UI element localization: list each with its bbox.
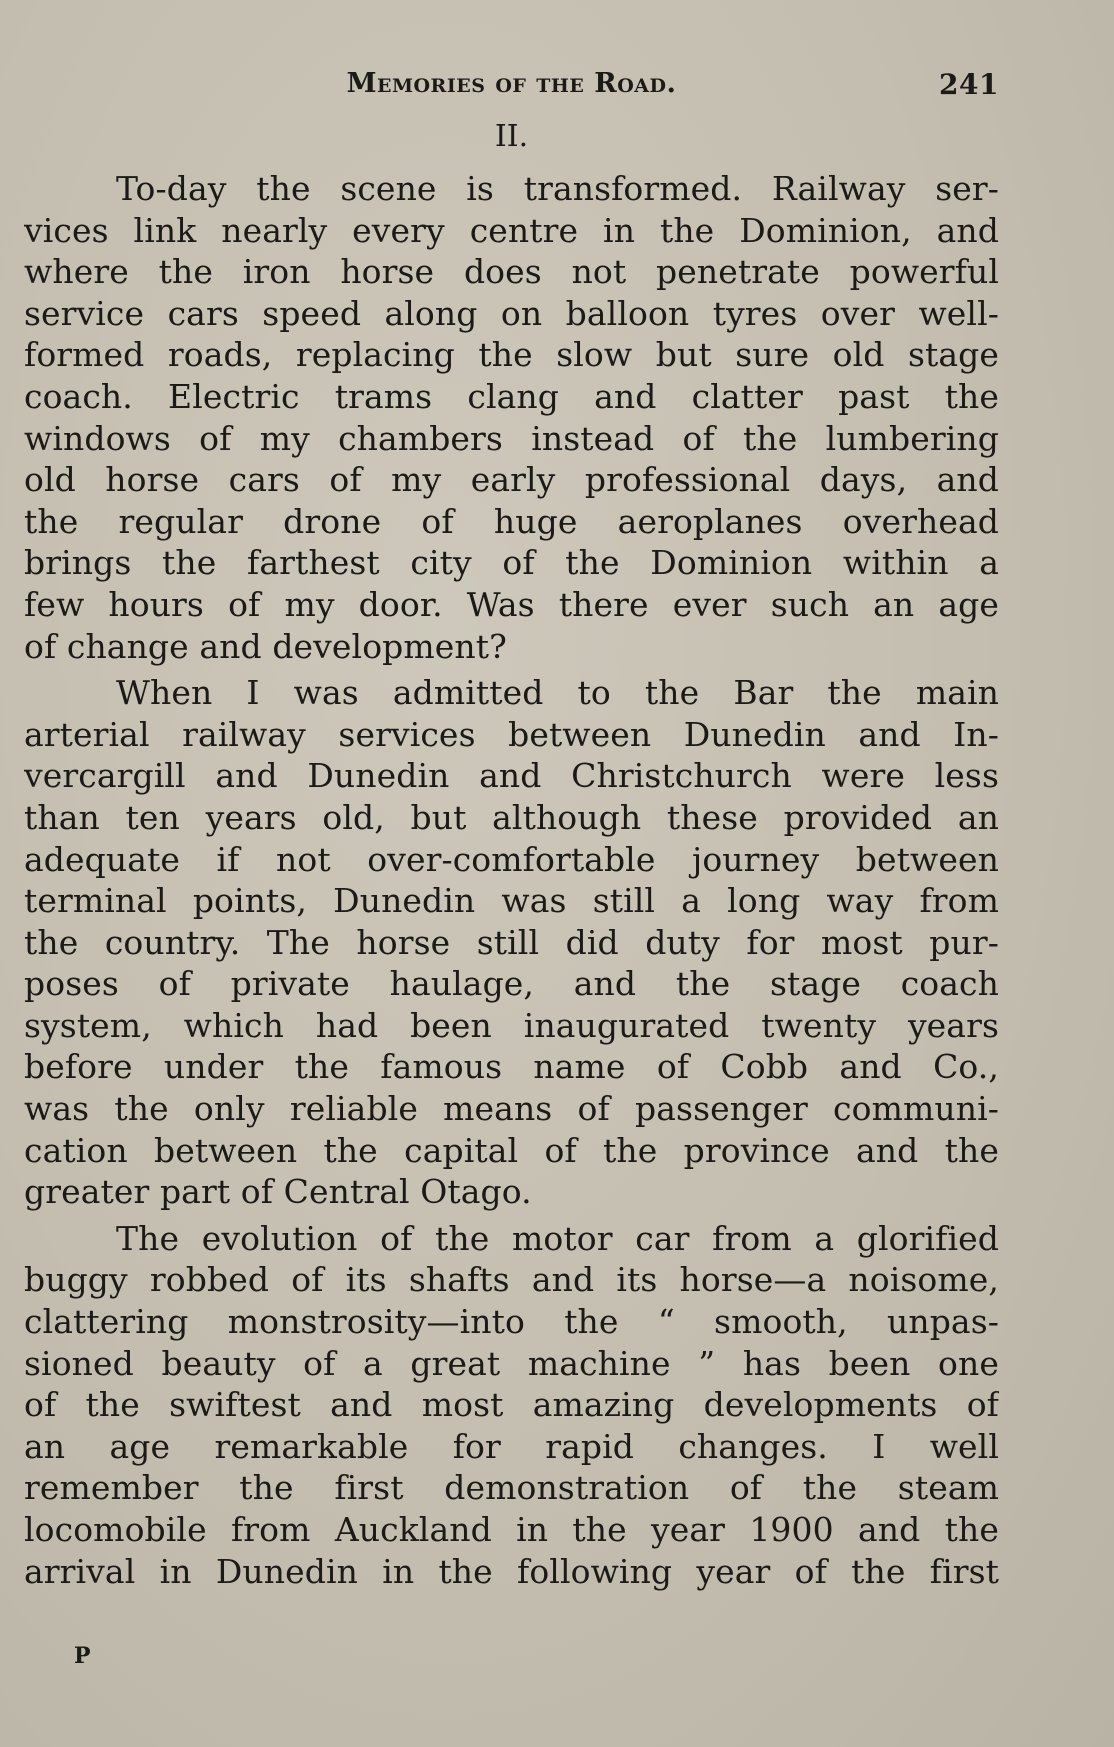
text-line: locomobile from Auckland in the year 1900 and the [24, 1510, 999, 1549]
text-line: The evolution of the motor car from a glorified [116, 1218, 999, 1258]
text-line: old horse cars of my early professional days, and [24, 460, 999, 500]
paragraph-3 [24, 1218, 999, 1592]
text-line: brings the farthest city of the Dominion within a [24, 543, 999, 583]
text-line: arrival in Dunedin in the following year of the first [24, 1551, 999, 1591]
text-line: poses of private haulage, and the stage coach [24, 964, 999, 1004]
text-line: an age remarkable for rapid changes. I well [24, 1426, 999, 1466]
paragraph-1 [24, 168, 999, 667]
text-line: vercargill and Dunedin and Christchurch were less [24, 756, 999, 796]
text-line: remember the first demonstration of the steam [24, 1468, 999, 1508]
text-line: To-day the scene is transformed. Railway ser- [116, 169, 999, 208]
text-line: service cars speed along on balloon tyres over well- [24, 293, 999, 333]
text-line: terminal points, Dunedin was still a long way from [24, 881, 999, 921]
section-number: II. [494, 119, 529, 154]
text-line: arterial railway services between Dunedin and In- [24, 714, 999, 754]
text-line: adequate if not over-comfortable journey between [24, 839, 999, 879]
book-page [24, 62, 999, 1702]
text-line: cation between the capital of the province and the [24, 1130, 999, 1170]
body-text [24, 168, 999, 1592]
text-line: the regular drone of huge aeroplanes overhead [24, 501, 999, 541]
text-line: system, which had been inaugurated twenty years [24, 1005, 999, 1045]
text-line: the country. The horse still did duty for most pur- [24, 922, 999, 962]
text-line: coach. Electric trams clang and clatter past the [24, 376, 999, 416]
text-line: clattering monstrosity—into the “ smooth, unpas- [24, 1302, 999, 1342]
text-line: When I was admitted to the Bar the main [116, 673, 999, 713]
paragraph-2 [24, 672, 999, 1213]
text-line: of change and development? [24, 626, 507, 666]
running-title: Memories of the Road. [346, 68, 677, 99]
text-line: where the iron horse does not penetrate powerful [24, 252, 999, 292]
text-line: was the only reliable means of passenger communi- [24, 1089, 999, 1129]
text-line: before under the famous name of Cobb and Co., [24, 1047, 999, 1087]
signature-mark: P [74, 1643, 91, 1669]
running-head [24, 62, 999, 116]
text-line: of the swiftest and most amazing developments of [24, 1385, 999, 1425]
text-line: windows of my chambers instead of the lumbering [24, 418, 999, 458]
text-line: buggy robbed of its shafts and its horse—a noisome, [24, 1260, 999, 1300]
text-line: greater part of Central Otago. [24, 1172, 532, 1212]
text-line: sioned beauty of a great machine ” has been one [24, 1343, 999, 1383]
text-line: than ten years old, but although these provided an [24, 797, 999, 837]
page-number: 241 [939, 68, 999, 101]
text-line: formed roads, replacing the slow but sure old stage [24, 335, 999, 375]
text-line: few hours of my door. Was there ever such an age [24, 584, 999, 624]
text-line: vices link nearly every centre in the Dominion, and [24, 210, 999, 250]
